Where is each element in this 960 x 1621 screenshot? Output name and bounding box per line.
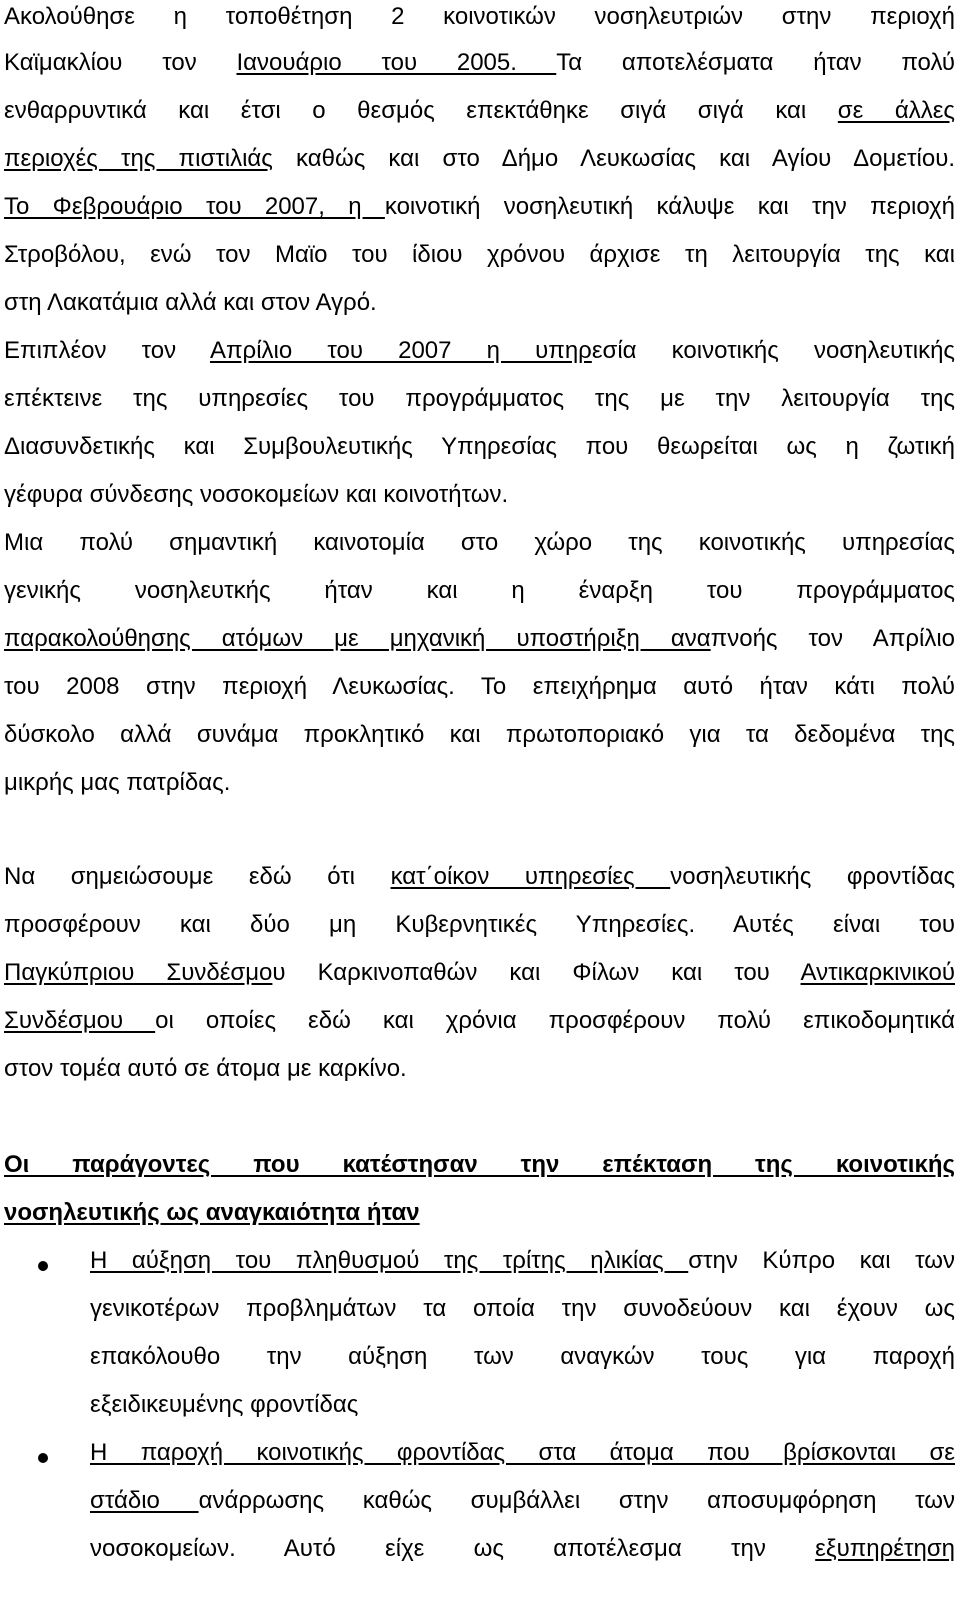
paragraph-line: γέφυρα σύνδεσης νοσοκομείων και κοινοτήτων. [4,481,509,508]
paragraph-line: του 2008 στην περιοχή Λευκωσίας. Το επειχήρημα αυτό ήταν κάτι πολύ [4,673,955,700]
list-item-line: νοσοκομείων. Αυτό είχε ως αποτέλεσμα την εξυπηρέτηση [90,1535,955,1562]
section-heading: νοσηλευτικής ως αναγκαιότητα ήταν [4,1199,420,1226]
bullet-icon [38,1261,48,1271]
section-heading: Οι παράγοντες που κατέστησαν την επέκταση της κοινοτικής [4,1151,955,1178]
paragraph-line: Το Φεβρουάριο του 2007, η κοινοτική νοσηλευτική κάλυψε και την περιοχή [4,193,955,220]
paragraph-line: ενθαρρυντικά και έτσι ο θεσμός επεκτάθηκε σιγά σιγά και σε άλλες [4,97,955,124]
list-item-line: γενικοτέρων προβλημάτων τα οποία την συνοδεύουν και έχουν ως [90,1295,955,1322]
paragraph-line: Να σημειώσουμε εδώ ότι κατ΄οίκον υπηρεσίες νοσηλευτικής φροντίδας [4,863,956,890]
paragraph-line: προσφέρουν και δύο μη Κυβερνητικές Υπηρεσίες. Αυτές είναι του [4,911,955,938]
paragraph-line: στον τομέα αυτό σε άτομα με καρκίνο. [4,1055,407,1082]
paragraph-line: Επιπλέον τον Απρίλιο του 2007 η υπηρεσία κοινοτικής νοσηλευτικής [4,337,955,364]
paragraph-line: γενικής νοσηλευτκής ήταν και η έναρξη του προγράμματος [4,577,955,604]
paragraph-line: Διασυνδετικής και Συμβουλευτικής Υπηρεσίας που θεωρείται ως η ζωτική [4,433,955,460]
list-item-line: Η παροχή κοινοτικής φροντίδας στα άτομα που βρίσκονται σε [90,1439,955,1466]
paragraph-line: Μια πολύ σημαντική καινοτομία στο χώρο της κοινοτικής υπηρεσίας [4,529,955,556]
list-item-line: εξειδικευμένης φροντίδας [90,1391,359,1418]
paragraph-line: Ακολούθησε η τοποθέτηση 2 κοινοτικών νοσηλευτριών στην περιοχή [4,3,955,30]
list-item-line: Η αύξηση του πληθυσμού της τρίτης ηλικίας στην Κύπρο και των [90,1247,955,1274]
paragraph-line: παρακολούθησης ατόμων με μηχανική υποστήριξη αναπνοής τον Απρίλιο [4,625,955,652]
paragraph-line: επέκτεινε της υπηρεσίες του προγράμματος της με την λειτουργία της [4,385,955,412]
paragraph-line: Στροβόλου, ενώ τον Μαϊο του ίδιου χρόνου άρχισε τη λειτουργία της και [4,241,955,268]
list-item-line: επακόλουθο την αύξηση των αναγκών τους για παροχή [90,1343,955,1370]
paragraph-line: Συνδέσμου οι οποίες εδώ και χρόνια προσφέρουν πολύ επικοδομητικά [4,1007,955,1034]
paragraph-line: δύσκολο αλλά συνάμα προκλητικό και πρωτοποριακό για τα δεδομένα της [4,721,955,748]
list-item-line: στάδιο ανάρρωσης καθώς συμβάλλει στην αποσυμφόρηση των [90,1487,955,1514]
paragraph-line: περιοχές της πιστιλιάς καθώς και στο Δήμο Λευκωσίας και Αγίου Δομετίου. [4,145,955,172]
bullet-icon [38,1453,48,1463]
paragraph-line: Καϊμακλίου τον Ιανουάριο του 2005. Τα αποτελέσματα ήταν πολύ [4,49,955,76]
paragraph-line: μικρής μας πατρίδας. [4,769,231,796]
paragraph-line: στη Λακατάμια αλλά και στον Αγρό. [4,289,377,316]
paragraph-line: Παγκύπριου Συνδέσμου Καρκινοπαθών και Φίλων και του Αντικαρκινικού [4,959,955,986]
